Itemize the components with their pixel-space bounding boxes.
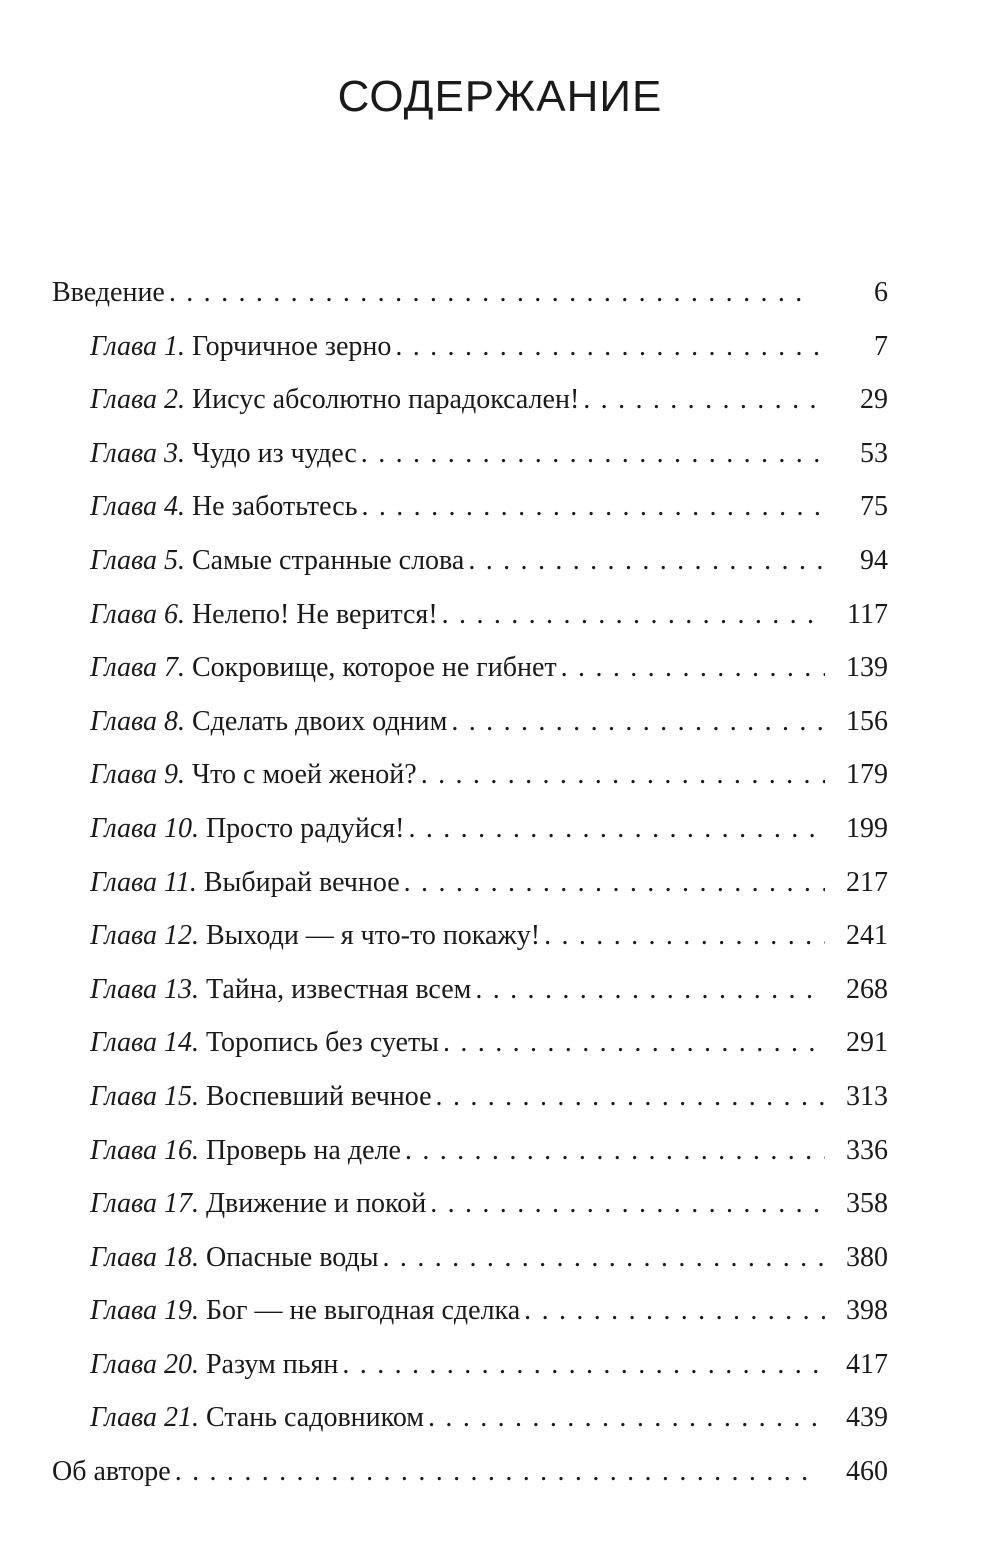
page-number: 156	[846, 705, 888, 737]
spacer	[199, 802, 206, 856]
toc-section-entry[interactable]	[0, 1445, 1000, 1499]
chapter-label: Глава 13.	[90, 973, 199, 1005]
page-number: 117	[847, 598, 888, 630]
toc-entry-text	[90, 963, 825, 1017]
toc-chapter-entry[interactable]	[0, 1338, 1000, 1392]
dot-leader	[430, 1177, 825, 1231]
toc-entry-text	[52, 1445, 812, 1499]
chapter-label: Глава 3.	[90, 437, 185, 469]
page-number: 336	[846, 1134, 888, 1166]
toc-chapter-entry[interactable]	[0, 1391, 1000, 1445]
toc-chapter-entry[interactable]	[0, 320, 1000, 374]
toc-entry-text	[90, 1231, 825, 1285]
dot-leader	[383, 1231, 825, 1285]
entry-title: Выбирай вечное	[203, 866, 400, 898]
page-number: 29	[860, 384, 888, 416]
entry-title: Об авторе	[52, 1456, 171, 1488]
spacer	[185, 588, 192, 642]
entry-title: Введение	[52, 277, 165, 308]
page-number: 7	[874, 330, 888, 362]
dot-leader	[395, 320, 825, 374]
dot-leader	[442, 588, 825, 642]
spacer	[185, 427, 192, 481]
page-number: 217	[846, 866, 888, 898]
chapter-label: Глава 14.	[90, 1027, 199, 1059]
chapter-label: Глава 8.	[90, 705, 185, 737]
chapter-label: Глава 2.	[90, 384, 185, 416]
spacer	[199, 1391, 206, 1445]
entry-title: Горчичное зерно	[191, 330, 392, 362]
page-number: 75	[860, 491, 888, 523]
page-number: 6	[874, 277, 888, 308]
toc-chapter-entry[interactable]	[0, 480, 1000, 534]
dot-leader	[405, 1124, 825, 1178]
entry-title: Не заботьтесь	[191, 491, 358, 523]
dot-leader	[468, 534, 825, 588]
dot-leader	[421, 748, 825, 802]
entry-title: Движение и покой	[205, 1188, 427, 1220]
chapter-label: Глава 6.	[90, 598, 185, 630]
entry-title: Чудо из чудес	[191, 437, 357, 469]
entry-title: Что с моей женой?	[191, 759, 417, 791]
toc-entry-text	[90, 1177, 825, 1231]
chapter-label: Глава 19.	[90, 1295, 199, 1327]
spacer	[199, 1338, 206, 1392]
spacer	[199, 1070, 206, 1124]
toc-entry-text	[90, 373, 825, 427]
dot-leader	[404, 856, 825, 910]
toc-entry-text	[90, 480, 825, 534]
dot-leader	[428, 1391, 825, 1445]
chapter-label: Глава 9.	[90, 759, 185, 791]
page-number: 241	[846, 920, 888, 952]
toc-entry-text	[90, 1284, 825, 1338]
page-number: 439	[846, 1402, 888, 1434]
spacer	[199, 1284, 206, 1338]
spacer	[185, 534, 192, 588]
toc-chapter-entry[interactable]	[0, 1231, 1000, 1285]
toc-entry-text	[90, 1338, 825, 1392]
toc-chapter-entry[interactable]	[0, 641, 1000, 695]
spacer	[185, 695, 192, 749]
dot-leader	[342, 1338, 825, 1392]
toc-chapter-entry[interactable]	[0, 909, 1000, 963]
toc-chapter-entry[interactable]	[0, 1177, 1000, 1231]
page-number: 417	[846, 1348, 888, 1380]
dot-leader	[361, 427, 825, 481]
chapter-label: Глава 15.	[90, 1080, 199, 1112]
toc-chapter-entry[interactable]	[0, 588, 1000, 642]
entry-title: Бог — не выгодная сделка	[205, 1295, 521, 1327]
chapter-label: Глава 4.	[90, 491, 185, 523]
toc-entry-text	[90, 320, 825, 374]
chapter-label: Глава 7.	[90, 652, 185, 684]
toc-entry-text	[90, 1016, 825, 1070]
spacer	[199, 963, 206, 1017]
toc-chapter-entry[interactable]	[0, 963, 1000, 1017]
toc-entry-text	[90, 1070, 825, 1124]
dot-leader	[408, 802, 825, 856]
dot-leader	[169, 266, 812, 320]
toc-entry-text	[90, 641, 825, 695]
spacer	[199, 1231, 206, 1285]
page-number: 199	[846, 812, 888, 844]
spacer	[185, 320, 192, 374]
chapter-label: Глава 17.	[90, 1188, 199, 1220]
chapter-label: Глава 21.	[90, 1402, 199, 1434]
dot-leader	[583, 373, 825, 427]
entry-title: Иисус абсолютно парадоксален!	[191, 384, 580, 416]
toc-entry-text	[90, 534, 825, 588]
toc-chapter-entry[interactable]	[0, 802, 1000, 856]
toc-entry-text	[90, 1124, 825, 1178]
toc-chapter-entry[interactable]	[0, 1124, 1000, 1178]
dot-leader	[361, 480, 825, 534]
spacer	[185, 373, 192, 427]
toc-chapter-entry[interactable]	[0, 373, 1000, 427]
entry-title: Просто радуйся!	[205, 812, 405, 844]
page-title: СОДЕРЖАНИЕ	[337, 72, 663, 121]
entry-title: Разум пьян	[205, 1348, 339, 1380]
entry-title: Сокровище, которое не гибнет	[191, 652, 557, 684]
entry-title: Стань садовником	[205, 1402, 425, 1434]
chapter-label: Глава 20.	[90, 1348, 199, 1380]
spacer	[199, 1016, 206, 1070]
entry-title: Нелепо! Не верится!	[191, 598, 438, 630]
chapter-label: Глава 18.	[90, 1241, 199, 1273]
toc-chapter-entry[interactable]	[0, 1070, 1000, 1124]
spacer	[199, 909, 206, 963]
toc-chapter-entry[interactable]	[0, 427, 1000, 481]
spacer	[197, 856, 204, 910]
entry-title: Самые странные слова	[191, 544, 465, 576]
page-number: 398	[846, 1295, 888, 1327]
toc-chapter-entry[interactable]	[0, 748, 1000, 802]
entry-title: Опасные воды	[205, 1241, 379, 1273]
entry-title: Воспевший вечное	[205, 1080, 432, 1112]
page-number: 53	[860, 437, 888, 469]
dot-leader	[175, 1445, 812, 1499]
dot-leader	[436, 1070, 825, 1124]
dot-leader	[524, 1284, 825, 1338]
page-number: 291	[846, 1027, 888, 1059]
dot-leader	[443, 1016, 825, 1070]
dot-leader	[544, 909, 825, 963]
toc-entry-text	[90, 1391, 825, 1445]
chapter-label: Глава 12.	[90, 920, 199, 952]
toc-entry-text	[90, 909, 825, 963]
entry-title: Выходи — я что-то покажу!	[205, 920, 541, 952]
toc-entry-text	[90, 695, 825, 749]
toc-entry-text	[90, 748, 825, 802]
toc-section-entry[interactable]	[0, 266, 1000, 320]
chapter-label: Глава 5.	[90, 544, 185, 576]
entry-title: Проверь на деле	[205, 1134, 401, 1166]
chapter-label: Глава 10.	[90, 812, 199, 844]
toc-entry-text	[90, 856, 825, 910]
dot-leader	[451, 695, 825, 749]
page-number: 460	[846, 1456, 888, 1488]
page-number: 380	[846, 1241, 888, 1273]
spacer	[185, 480, 192, 534]
page-number: 179	[846, 759, 888, 791]
page-number: 268	[846, 973, 888, 1005]
page-number: 94	[860, 544, 888, 576]
toc-chapter-entry[interactable]	[0, 534, 1000, 588]
spacer	[199, 1177, 206, 1231]
entry-title: Тайна, известная всем	[205, 973, 472, 1005]
toc-entry-text	[90, 802, 825, 856]
chapter-label: Глава 1.	[90, 330, 185, 362]
toc-chapter-entry[interactable]	[0, 695, 1000, 749]
entry-title: Торопись без суеты	[205, 1027, 439, 1059]
chapter-label: Глава 16.	[90, 1134, 199, 1166]
chapter-label: Глава 11.	[90, 866, 197, 898]
table-of-contents	[0, 266, 1000, 1499]
spacer	[185, 641, 192, 695]
spacer	[185, 748, 192, 802]
page-number: 139	[846, 652, 888, 684]
toc-entry-text	[90, 427, 825, 481]
dot-leader	[475, 963, 825, 1017]
spacer	[199, 1124, 206, 1178]
toc-entry-text	[90, 588, 825, 642]
entry-title: Сделать двоих одним	[191, 705, 448, 737]
page-number: 358	[846, 1188, 888, 1220]
toc-entry-text	[52, 266, 812, 320]
page-number: 313	[846, 1080, 888, 1112]
toc-chapter-entry[interactable]	[0, 1284, 1000, 1338]
dot-leader	[561, 641, 825, 695]
toc-chapter-entry[interactable]	[0, 1016, 1000, 1070]
toc-chapter-entry[interactable]	[0, 856, 1000, 910]
